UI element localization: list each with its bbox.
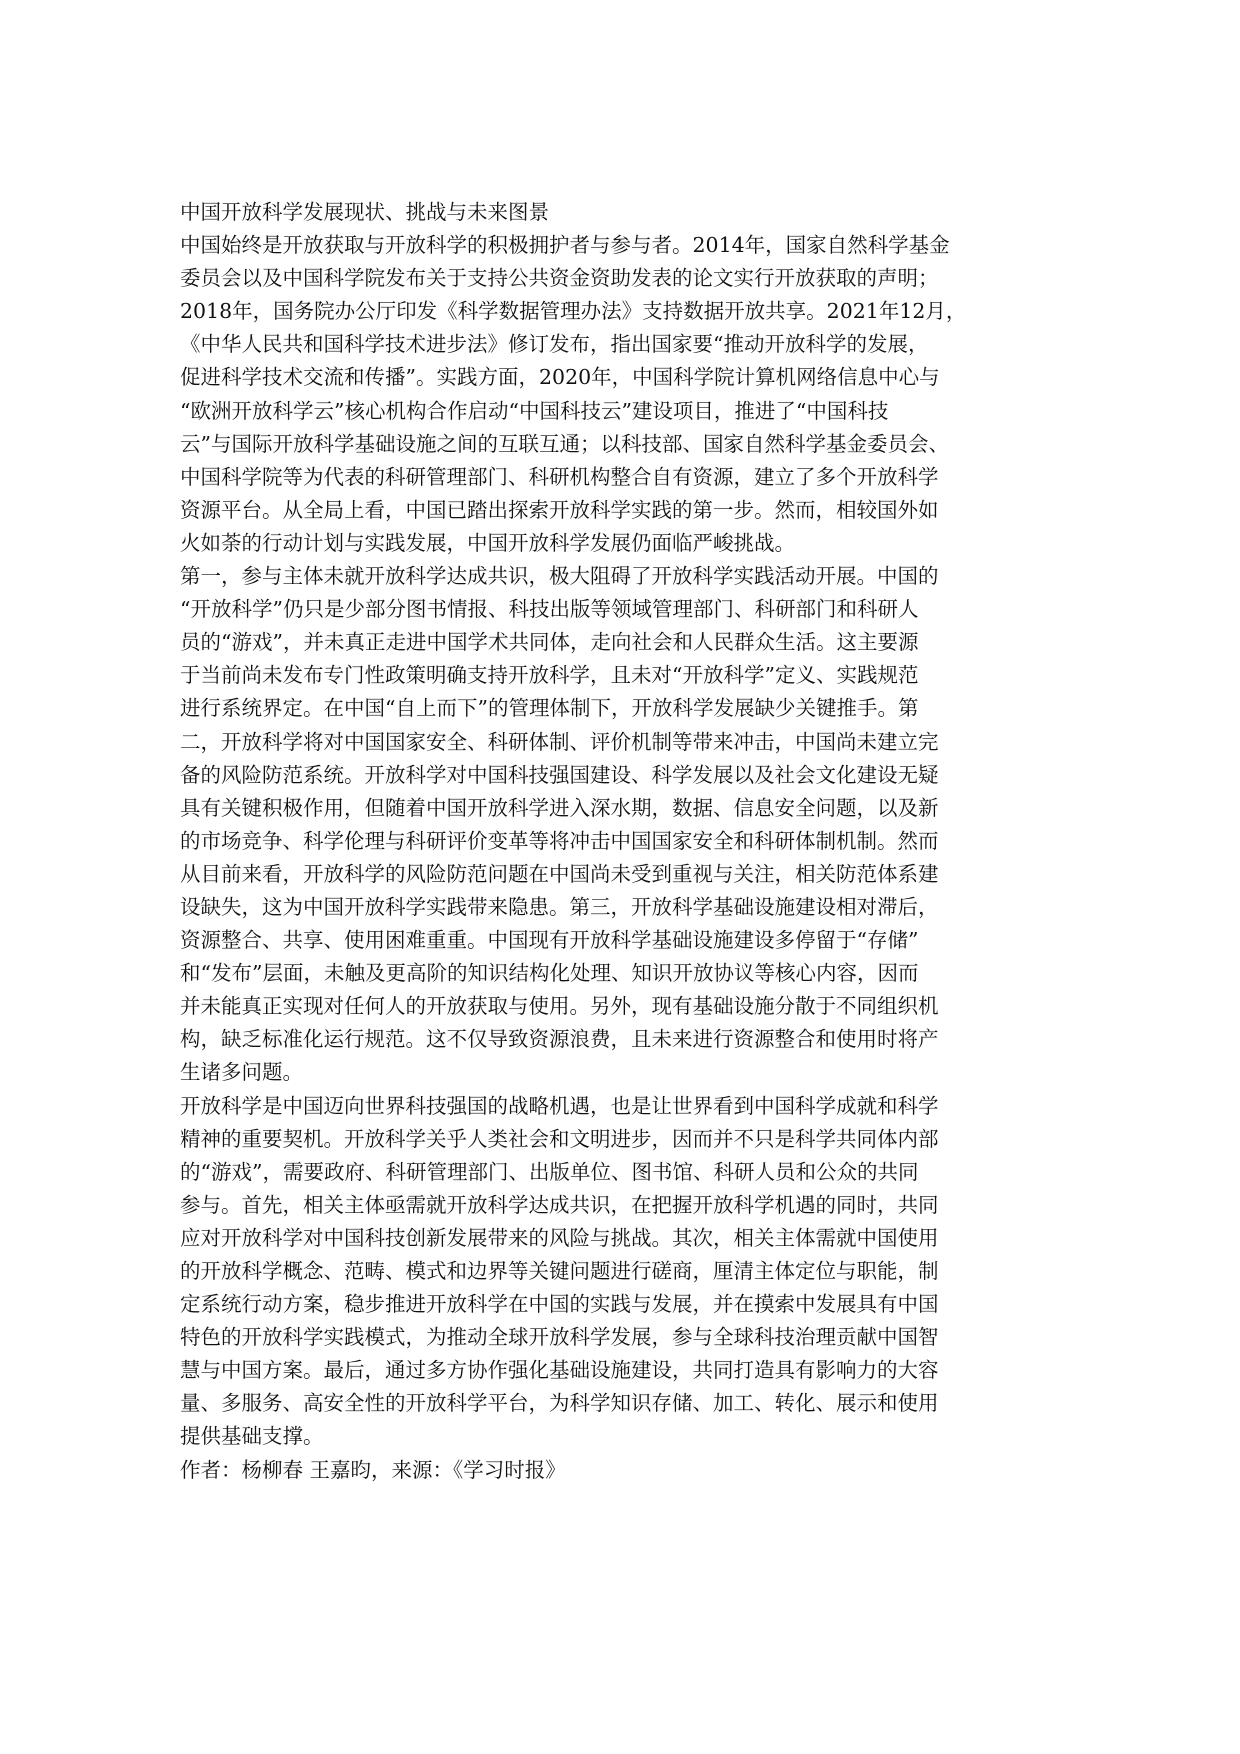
paragraph-outlook: 开放科学是中国迈向世界科技强国的战略机遇，也是让世界看到中国科学成就和科学 精神的重要契机。开放科学关乎人类社会和文明进步，因而并不只是科学共同体内部 的“游戏”，需要政府、科研管理部门、出版单位、图书馆、科研人员和公众的共同 参与。首先，相关主体亟需就开放科学达成共识，在把握开放科学机遇的同时，共同 应对开放科学对中国科技创新发展带来的风险与挑战。其次，相关主体需就中国使用 的开放科学概念、范畴、模式和边界等关键问题进行磋商，厘清主体定位与职能，制 定系统行动方案，稳步推进开放科学在中国的实践与发展，并在摸索中发展具有中国 特色的开放科学实践模式，为推动全球开放科学发展，参与全球科技治理贡献中国智 慧与中国方案。最后，通过多方协作强化基础设施建设，共同打造具有影响力的大容 量、多服务、高安全性的开放科学平台，为科学知识存储、加工、转化、展示和使用 提供基础支撑。 <box>180 1093 939 1449</box>
paragraph-challenges: 第一，参与主体未就开放科学达成共识，极大阻碍了开放科学实践活动开展。中国的 “开放科学”仍只是少部分图书情报、科技出版等领域管理部门、科研部门和科研人 员的“游戏”，并未真正走进中国学术共同体，走向社会和人民群众生活。这主要源 于当前尚未发布专门性政策明确支持开放科学，且未对“开放科学”定义、实践规范 进行系统界定。在中国“自上而下”的管理体制下，开放科学发展缺少关键推手。第 二，开放科学将对中国国家安全、科研体制、评价机制等带来冲击，中国尚未建立完 备的风险防范系统。开放科学对中国科技强国建设、科学发展以及社会文化建设无疑 具有关键积极作用，但随着中国开放科学进入深水期，数据、信息安全问题，以及新 的市场竞争、科学伦理与科研评价变革等将冲击中国国家安全和科研体制机制。然而 从目前来看，开放科学的风险防范问题在中国尚未受到重视与关注，相关防范体系建 设缺失，这为中国开放科学实践带来隐患。第三，开放科学基础设施建设相对滞后， 资源整合、共享、使用困难重重。中国现有开放科学基础设施建设多停留于“存储” 和“发布”层面，未触及更高阶的知识结构化处理、知识开放协议等核心内容，因而 并未能真正实现对任何人的开放获取与使用。另外，现有基础设施分散于不同组织机 构，缺乏标准化运行规范。这不仅导致资源浪费，且未来进行资源整合和使用时将产 生诸多问题。 <box>180 564 939 1085</box>
paragraph-intro: 中国始终是开放获取与开放科学的积极拥护者与参与者。2014年，国家自然科学基金 委员会以及中国科学院发布关于支持公共资金资助发表的论文实行开放获取的声明； 2018年，国务院办公厅印发《科学数据管理办法》支持数据开放共享。2021年12月， 《中华人民共和国科学技术进步法》修订发布，指出国家要“推动开放科学的发展， 促进科学技术交流和传播”。实践方面，2020年，中国科学院计算机网络信息中心与 “欧洲开放科学云”核心机构合作启动“中国科技云”建设项目，推进了“中国科技 云”与国际开放科学基础设施之间的互联互通；以科技部、国家自然科学基金委员会、 中国科学院等为代表的科研管理部门、科研机构整合自有资源，建立了多个开放科学 资源平台。从全局上看，中国已踏出探索开放科学实践的第一步。然而，相较国外如 火如荼的行动计划与实践发展，中国开放科学发展仍面临严峻挑战。 <box>180 233 967 555</box>
document-page <box>180 196 1060 1487</box>
byline: 作者：杨柳春 王嘉昀，来源：《学习时报》 <box>180 1457 566 1482</box>
document-title: 中国开放科学发展现状、挑战与未来图景 <box>180 200 549 224</box>
